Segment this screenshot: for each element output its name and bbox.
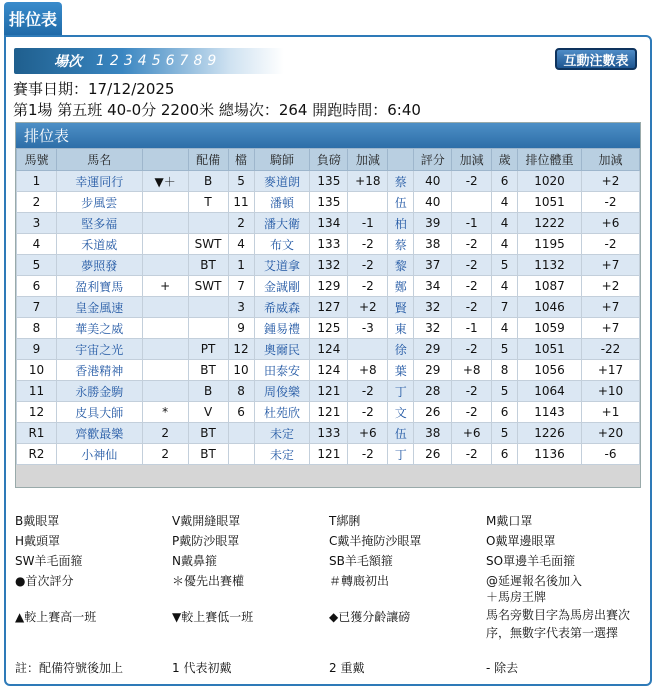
- weight-cell: 125: [310, 318, 348, 339]
- race-link-8[interactable]: 8: [193, 53, 204, 69]
- horse-mark-cell: 2: [142, 444, 188, 465]
- draw-cell: 9: [228, 318, 254, 339]
- jockey-cell[interactable]: 潘頓: [254, 192, 310, 213]
- rating-change-cell: [452, 192, 492, 213]
- weight-cell: 127: [310, 297, 348, 318]
- legend-item: SW羊毛面箍: [15, 554, 83, 568]
- horse-number-cell: 5: [17, 255, 57, 276]
- race-link-2[interactable]: 2: [109, 53, 120, 69]
- table-row: [17, 339, 640, 360]
- rating-cell: 40: [414, 171, 452, 192]
- trainer-cell[interactable]: 伍: [388, 423, 414, 444]
- rating-change-cell: -2: [452, 339, 492, 360]
- gear-cell: BT: [188, 423, 228, 444]
- age-cell: 6: [492, 402, 518, 423]
- horse-name-cell[interactable]: 幸運同行: [56, 171, 142, 192]
- column-header: 檔: [228, 149, 254, 171]
- column-header: [142, 149, 188, 171]
- declared-weight-cell: 1222: [518, 213, 582, 234]
- declared-weight-cell: 1051: [518, 192, 582, 213]
- trainer-cell[interactable]: 鄭: [388, 276, 414, 297]
- rating-cell: 38: [414, 234, 452, 255]
- trainer-cell[interactable]: 柏: [388, 213, 414, 234]
- declared-weight-cell: 1087: [518, 276, 582, 297]
- trainer-cell[interactable]: 徐: [388, 339, 414, 360]
- horse-number-cell: 2: [17, 192, 57, 213]
- rating-cell: 32: [414, 318, 452, 339]
- weight-cell: 133: [310, 234, 348, 255]
- age-cell: 5: [492, 423, 518, 444]
- table-row: [17, 276, 640, 297]
- table-row: [17, 402, 640, 423]
- legend-item: 馬名旁數目字為馬房出賽次: [486, 608, 631, 622]
- legend-item: ◆已獲分齡讓磅: [329, 610, 411, 624]
- gear-cell: SWT: [188, 276, 228, 297]
- page-title: 排位表: [8, 10, 57, 29]
- weight-change-cell: -2: [348, 444, 388, 465]
- draw-cell: 11: [228, 192, 254, 213]
- rating-change-cell: -2: [452, 297, 492, 318]
- horse-mark-cell: [142, 213, 188, 234]
- horse-number-cell: 11: [17, 381, 57, 402]
- table-row: [17, 423, 640, 444]
- note-first-time: 1 代表初戴: [172, 661, 232, 675]
- column-header: 加減: [452, 149, 492, 171]
- weight-change-cell: -3: [348, 318, 388, 339]
- weight-change-cell: +18: [348, 171, 388, 192]
- weight-change-cell: +8: [348, 360, 388, 381]
- jockey-cell[interactable]: 布文: [254, 234, 310, 255]
- trainer-cell[interactable]: 黎: [388, 255, 414, 276]
- table-row: [17, 192, 640, 213]
- rating-change-cell: +6: [452, 423, 492, 444]
- draw-cell: 8: [228, 381, 254, 402]
- legend-item: ▲較上賽高一班: [15, 610, 97, 624]
- declared-weight-change-cell: +2: [582, 171, 640, 192]
- column-header: 加減: [582, 149, 640, 171]
- declared-weight-change-cell: +7: [582, 255, 640, 276]
- horse-name-cell[interactable]: 齊歡最樂: [56, 423, 142, 444]
- table-row: [17, 297, 640, 318]
- legend-item: B戴眼罩: [15, 514, 60, 528]
- rating-change-cell: -2: [452, 234, 492, 255]
- gear-cell: BT: [188, 360, 228, 381]
- horse-mark-cell: ▼＋: [142, 171, 188, 192]
- horse-name-cell[interactable]: 永勝金駒: [56, 381, 142, 402]
- declared-weight-change-cell: -6: [582, 444, 640, 465]
- legend-item: M戴口罩: [486, 514, 533, 528]
- race-card-grid: [16, 148, 640, 465]
- horse-number-cell: 4: [17, 234, 57, 255]
- draw-cell: 6: [228, 402, 254, 423]
- table-row: [17, 255, 640, 276]
- page-title-tab: [4, 2, 62, 35]
- age-cell: 5: [492, 381, 518, 402]
- rating-cell: 29: [414, 339, 452, 360]
- table-title: 排位表: [16, 123, 640, 148]
- declared-weight-change-cell: -2: [582, 234, 640, 255]
- column-header: [388, 149, 414, 171]
- horse-mark-cell: +: [142, 276, 188, 297]
- legend-item: 序，無數字代表第一選擇: [486, 626, 619, 640]
- age-cell: 8: [492, 360, 518, 381]
- horse-number-cell: 3: [17, 213, 57, 234]
- race-date: 賽事日期：17/12/2025: [13, 80, 175, 98]
- weight-cell: 135: [310, 192, 348, 213]
- draw-cell: 4: [228, 234, 254, 255]
- weight-change-cell: -2: [348, 234, 388, 255]
- horse-name-cell[interactable]: 夢照發: [56, 255, 142, 276]
- weight-change-cell: -1: [348, 213, 388, 234]
- race-link-4[interactable]: 4: [137, 53, 148, 69]
- age-cell: 4: [492, 192, 518, 213]
- legend-item: ▼較上賽低一班: [172, 610, 254, 624]
- column-header: 歲: [492, 149, 518, 171]
- gear-cell: BT: [188, 444, 228, 465]
- table-header-row: [17, 149, 640, 171]
- rating-cell: 32: [414, 297, 452, 318]
- rating-change-cell: -2: [452, 255, 492, 276]
- weight-change-cell: -2: [348, 276, 388, 297]
- jockey-cell[interactable]: 希威森: [254, 297, 310, 318]
- race-link-5[interactable]: 5: [151, 53, 162, 69]
- legend-item: ＃轉廄初出: [329, 574, 390, 588]
- note-removed: - 除去: [486, 661, 519, 675]
- horse-mark-cell: [142, 381, 188, 402]
- trainer-cell[interactable]: 蔡: [388, 171, 414, 192]
- declared-weight-cell: 1056: [518, 360, 582, 381]
- jockey-cell[interactable]: 田泰安: [254, 360, 310, 381]
- jockey-cell[interactable]: 杜苑欣: [254, 402, 310, 423]
- horse-mark-cell: [142, 360, 188, 381]
- rating-change-cell: -2: [452, 276, 492, 297]
- horse-name-cell[interactable]: 皇金風速: [56, 297, 142, 318]
- race-link-6[interactable]: 6: [165, 53, 176, 69]
- weight-cell: 132: [310, 255, 348, 276]
- draw-cell: 1: [228, 255, 254, 276]
- declared-weight-cell: 1051: [518, 339, 582, 360]
- horse-number-cell: 7: [17, 297, 57, 318]
- horse-name-cell[interactable]: 禾道威: [56, 234, 142, 255]
- draw-cell: [228, 423, 254, 444]
- jockey-cell[interactable]: 麥道朗: [254, 171, 310, 192]
- declared-weight-cell: 1143: [518, 402, 582, 423]
- weight-change-cell: +6: [348, 423, 388, 444]
- race-link-3[interactable]: 3: [123, 53, 134, 69]
- declared-weight-change-cell: -22: [582, 339, 640, 360]
- horse-number-cell: 8: [17, 318, 57, 339]
- horse-number-cell: 6: [17, 276, 57, 297]
- age-cell: 6: [492, 444, 518, 465]
- horse-mark-cell: [142, 192, 188, 213]
- declared-weight-cell: 1059: [518, 318, 582, 339]
- draw-cell: [228, 444, 254, 465]
- weight-cell: 134: [310, 213, 348, 234]
- rating-cell: 28: [414, 381, 452, 402]
- rating-cell: 29: [414, 360, 452, 381]
- horse-name-cell[interactable]: 宇宙之光: [56, 339, 142, 360]
- horse-name-cell[interactable]: 華美之威: [56, 318, 142, 339]
- legend-item: C戴半掩防沙眼罩: [329, 534, 422, 548]
- interactive-odds-button[interactable]: 互動注數表: [555, 48, 637, 70]
- legend-item: @延遲報名後加入: [486, 574, 583, 588]
- horse-mark-cell: [142, 318, 188, 339]
- jockey-cell[interactable]: 潘大衛: [254, 213, 310, 234]
- horse-name-cell[interactable]: 步風雲: [56, 192, 142, 213]
- declared-weight-cell: 1064: [518, 381, 582, 402]
- age-cell: 4: [492, 234, 518, 255]
- declared-weight-change-cell: +20: [582, 423, 640, 444]
- weight-cell: 121: [310, 402, 348, 423]
- column-header: 馬號: [17, 149, 57, 171]
- weight-cell: 133: [310, 423, 348, 444]
- declared-weight-cell: 1046: [518, 297, 582, 318]
- weight-change-cell: -2: [348, 402, 388, 423]
- age-cell: 4: [492, 318, 518, 339]
- weight-cell: 121: [310, 444, 348, 465]
- draw-cell: 10: [228, 360, 254, 381]
- trainer-cell[interactable]: 東: [388, 318, 414, 339]
- rating-cell: 39: [414, 213, 452, 234]
- declared-weight-change-cell: +7: [582, 318, 640, 339]
- rating-cell: 37: [414, 255, 452, 276]
- weight-change-cell: +2: [348, 297, 388, 318]
- rating-cell: 40: [414, 192, 452, 213]
- race-info: 第1場 第五班 40-0分 2200米 總場次：264 開跑時間：6:40: [13, 101, 421, 119]
- jockey-cell[interactable]: 周俊樂: [254, 381, 310, 402]
- column-header: 配備: [188, 149, 228, 171]
- legend-item: O戴單邊眼罩: [486, 534, 556, 548]
- table-row: [17, 171, 640, 192]
- trainer-cell[interactable]: 葉: [388, 360, 414, 381]
- horse-number-cell: 10: [17, 360, 57, 381]
- declared-weight-cell: 1195: [518, 234, 582, 255]
- age-cell: 5: [492, 255, 518, 276]
- rating-change-cell: -1: [452, 318, 492, 339]
- gear-cell: [188, 213, 228, 234]
- declared-weight-cell: 1226: [518, 423, 582, 444]
- declared-weight-cell: 1020: [518, 171, 582, 192]
- jockey-cell[interactable]: 艾道拿: [254, 255, 310, 276]
- jockey-cell[interactable]: 未定: [254, 423, 310, 444]
- table-row: [17, 360, 640, 381]
- horse-number-cell: 12: [17, 402, 57, 423]
- weight-cell: 124: [310, 360, 348, 381]
- jockey-cell[interactable]: 鍾易禮: [254, 318, 310, 339]
- age-cell: 5: [492, 339, 518, 360]
- column-header: 馬名: [56, 149, 142, 171]
- declared-weight-change-cell: +2: [582, 276, 640, 297]
- horse-number-cell: 9: [17, 339, 57, 360]
- legend-item: H戴頭罩: [15, 534, 61, 548]
- table-row: [17, 213, 640, 234]
- weight-change-cell: -2: [348, 381, 388, 402]
- draw-cell: 7: [228, 276, 254, 297]
- trainer-cell[interactable]: 文: [388, 402, 414, 423]
- gear-cell: PT: [188, 339, 228, 360]
- rating-cell: 26: [414, 402, 452, 423]
- horse-number-cell: R2: [17, 444, 57, 465]
- horse-number-cell: 1: [17, 171, 57, 192]
- legend-item: P戴防沙眼罩: [172, 534, 240, 548]
- gear-cell: [188, 297, 228, 318]
- rating-change-cell: -2: [452, 171, 492, 192]
- declared-weight-cell: 1136: [518, 444, 582, 465]
- legend-item: V戴開縫眼罩: [172, 514, 241, 528]
- horse-name-cell[interactable]: 堅多福: [56, 213, 142, 234]
- horse-name-cell[interactable]: 小神仙: [56, 444, 142, 465]
- legend-item: T綁脷: [329, 514, 361, 528]
- horse-name-cell[interactable]: 盈利寶馬: [56, 276, 142, 297]
- trainer-cell[interactable]: 伍: [388, 192, 414, 213]
- gear-cell: V: [188, 402, 228, 423]
- draw-cell: 12: [228, 339, 254, 360]
- horse-number-cell: R1: [17, 423, 57, 444]
- horse-name-cell[interactable]: 香港精神: [56, 360, 142, 381]
- legend-item: SO單邊羊毛面箍: [486, 554, 576, 568]
- declared-weight-change-cell: +1: [582, 402, 640, 423]
- declared-weight-cell: 1132: [518, 255, 582, 276]
- horse-name-cell[interactable]: 皮具大師: [56, 402, 142, 423]
- rating-cell: 26: [414, 444, 452, 465]
- trainer-cell[interactable]: 蔡: [388, 234, 414, 255]
- rating-change-cell: -2: [452, 444, 492, 465]
- race-link-7[interactable]: 7: [179, 53, 190, 69]
- table-row: [17, 318, 640, 339]
- trainer-cell[interactable]: 丁: [388, 381, 414, 402]
- jockey-cell[interactable]: 未定: [254, 444, 310, 465]
- gear-cell: B: [188, 171, 228, 192]
- declared-weight-change-cell: +17: [582, 360, 640, 381]
- legend-item: ＋馬房王牌: [486, 590, 547, 604]
- weight-cell: 135: [310, 171, 348, 192]
- table-row: [17, 444, 640, 465]
- trainer-cell[interactable]: 賢: [388, 297, 414, 318]
- gear-cell: BT: [188, 255, 228, 276]
- rating-change-cell: +8: [452, 360, 492, 381]
- race-selector-label: 場次: [54, 54, 82, 70]
- note-label: 註：配備符號後加上: [15, 661, 124, 675]
- note-refitted: 2 重戴: [329, 661, 365, 675]
- declared-weight-change-cell: +7: [582, 297, 640, 318]
- draw-cell: 5: [228, 171, 254, 192]
- race-link-9[interactable]: 9: [207, 53, 218, 69]
- horse-mark-cell: [142, 255, 188, 276]
- column-header: 騎師: [254, 149, 310, 171]
- rating-change-cell: -1: [452, 213, 492, 234]
- jockey-cell[interactable]: 奧爾民: [254, 339, 310, 360]
- race-link-1[interactable]: 1: [96, 53, 106, 69]
- draw-cell: 2: [228, 213, 254, 234]
- column-header: 評分: [414, 149, 452, 171]
- table-row: [17, 381, 640, 402]
- age-cell: 7: [492, 297, 518, 318]
- legend-item: SB羊毛額箍: [329, 554, 393, 568]
- column-header: 排位體重: [518, 149, 582, 171]
- horse-mark-cell: 2: [142, 423, 188, 444]
- horse-mark-cell: [142, 339, 188, 360]
- column-header: 負磅: [310, 149, 348, 171]
- horse-mark-cell: [142, 297, 188, 318]
- weight-change-cell: [348, 339, 388, 360]
- gear-cell: SWT: [188, 234, 228, 255]
- weight-change-cell: [348, 192, 388, 213]
- age-cell: 4: [492, 276, 518, 297]
- rating-change-cell: -2: [452, 402, 492, 423]
- gear-cell: B: [188, 381, 228, 402]
- race-card-table: [15, 122, 641, 488]
- legend-item: ●首次評分: [15, 574, 74, 588]
- rating-change-cell: -2: [452, 381, 492, 402]
- horse-mark-cell: [142, 234, 188, 255]
- declared-weight-change-cell: +6: [582, 213, 640, 234]
- rating-cell: 34: [414, 276, 452, 297]
- rating-cell: 38: [414, 423, 452, 444]
- gear-cell: T: [188, 192, 228, 213]
- weight-cell: 121: [310, 381, 348, 402]
- column-header: 加減: [348, 149, 388, 171]
- legend-item: N戴鼻箍: [172, 554, 217, 568]
- legend-item: ＊優先出賽權: [172, 574, 245, 588]
- trainer-cell[interactable]: 丁: [388, 444, 414, 465]
- weight-cell: 124: [310, 339, 348, 360]
- age-cell: 6: [492, 171, 518, 192]
- horse-mark-cell: *: [142, 402, 188, 423]
- race-selector: [14, 48, 284, 74]
- draw-cell: 3: [228, 297, 254, 318]
- gear-cell: [188, 318, 228, 339]
- declared-weight-change-cell: +10: [582, 381, 640, 402]
- jockey-cell[interactable]: 金誠剛: [254, 276, 310, 297]
- age-cell: 4: [492, 213, 518, 234]
- weight-change-cell: -2: [348, 255, 388, 276]
- weight-cell: 129: [310, 276, 348, 297]
- declared-weight-change-cell: -2: [582, 192, 640, 213]
- table-row: [17, 234, 640, 255]
